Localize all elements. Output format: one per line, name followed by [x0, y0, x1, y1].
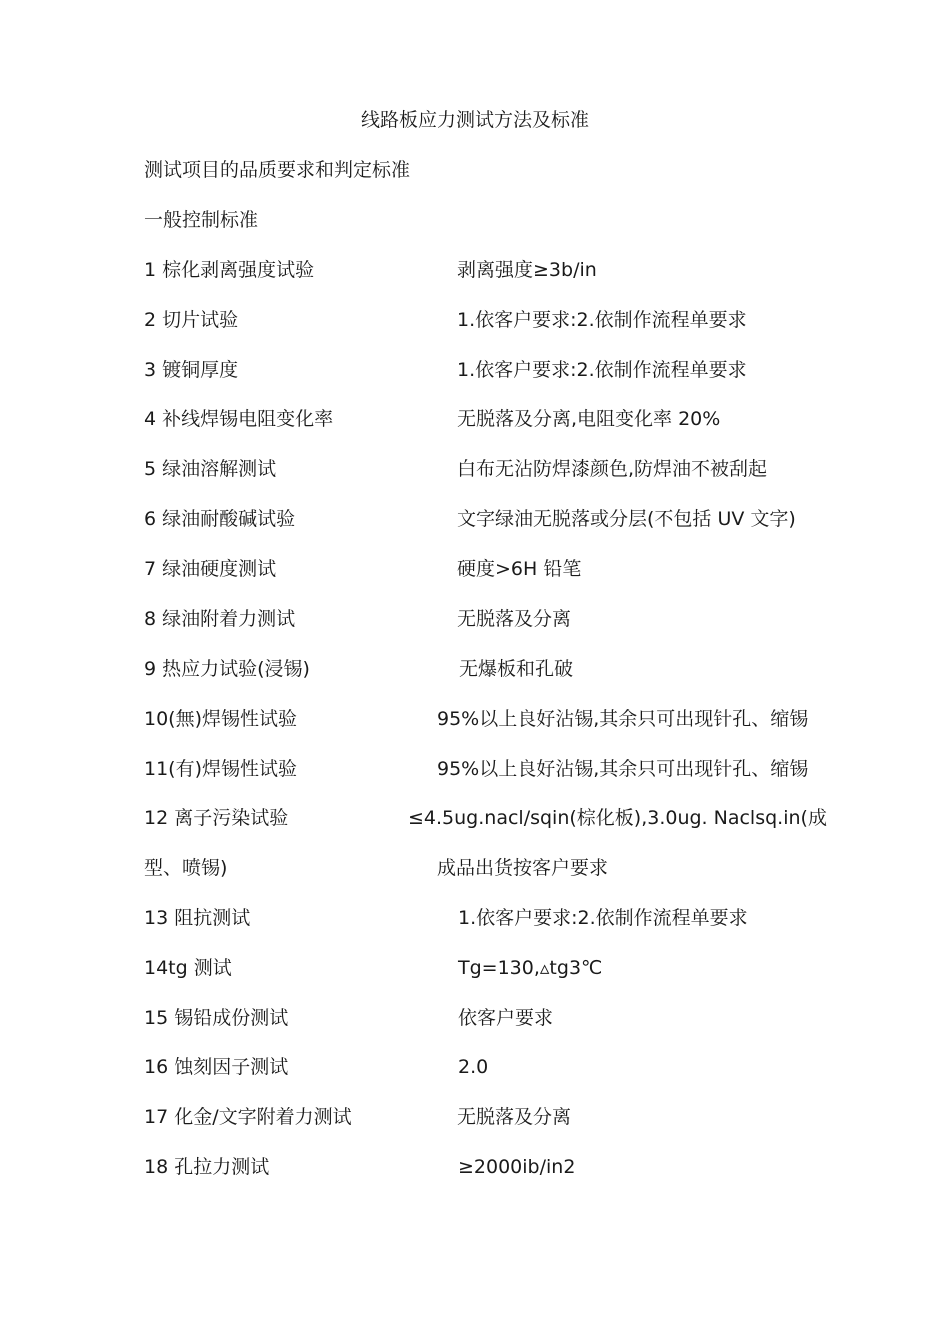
list-item: [0, 1105, 950, 1129]
item-label: 12 离子污染试验: [144, 807, 289, 829]
list-item: [0, 358, 950, 382]
list-item: [0, 1006, 950, 1030]
list-item: [0, 1155, 950, 1179]
list-item: [0, 906, 950, 930]
item-label: 11(有)焊锡性试验: [144, 758, 298, 780]
list-item: [0, 956, 950, 980]
item-value: 2.0: [458, 1056, 489, 1078]
item-value: 文字绿油无脱落或分层(不包括 UV 文字): [457, 508, 796, 530]
item-label: 5 绿油溶解测试: [144, 458, 277, 480]
item-label: 18 孔拉力测试: [144, 1156, 270, 1178]
item-label: 3 镀铜厚度: [144, 359, 239, 381]
item-value: 95%以上良好沾锡,其余只可出现针孔、缩锡: [437, 758, 809, 780]
item-label: 17 化金/文字附着力测试: [144, 1106, 352, 1128]
item-value: 1.依客户要求:2.依制作流程单要求: [458, 907, 748, 929]
list-item: [0, 507, 950, 531]
list-item: [0, 607, 950, 631]
item-value: ≥2000ib/in2: [458, 1156, 576, 1178]
item-value: 无脱落及分离,电阻变化率 20%: [457, 408, 721, 430]
item-label: 14tg 测试: [144, 957, 232, 979]
item-value: 无脱落及分离: [457, 1106, 572, 1128]
item-label: 8 绿油附着力测试: [144, 608, 296, 630]
section-heading: 一般控制标准: [144, 209, 259, 231]
item-label: 4 补线焊锡电阻变化率: [144, 408, 334, 430]
item-label: 10(無)焊锡性试验: [144, 708, 298, 730]
item-label: 9 热应力试验(浸锡): [144, 658, 310, 680]
subtitle: 测试项目的品质要求和判定标准: [144, 159, 411, 181]
item-value: 1.依客户要求:2.依制作流程单要求: [457, 359, 747, 381]
item-label: 7 绿油硬度测试: [144, 558, 277, 580]
item-value: ≤4.5ug.nacl/sqin(棕化板),3.0ug. Naclsq.in(成: [408, 807, 827, 829]
list-item: [0, 856, 950, 880]
list-item: [0, 757, 950, 781]
item-value: Tg=130,▵tg3℃: [458, 957, 603, 979]
item-value: 无脱落及分离: [457, 608, 572, 630]
item-label: 6 绿油耐酸碱试验: [144, 508, 296, 530]
item-value: 成品出货按客户要求: [437, 857, 609, 879]
item-label: 15 锡铅成份测试: [144, 1007, 289, 1029]
item-value: 1.依客户要求:2.依制作流程单要求: [457, 309, 747, 331]
item-label: 2 切片试验: [144, 309, 239, 331]
list-item: [0, 407, 950, 431]
page-title: 线路板应力测试方法及标准: [360, 109, 589, 131]
list-item: [0, 308, 950, 332]
item-value: 硬度>6H 铅笔: [457, 558, 582, 580]
list-item: [0, 1055, 950, 1079]
item-value: 依客户要求: [458, 1007, 554, 1029]
list-item: [0, 457, 950, 481]
item-value: 无爆板和孔破: [459, 658, 574, 680]
list-item: [0, 258, 950, 282]
item-label: 1 棕化剥离强度试验: [144, 259, 315, 281]
item-value: 白布无沾防焊漆颜色,防焊油不被刮起: [457, 458, 768, 480]
list-item: [0, 707, 950, 731]
list-item: [0, 806, 950, 830]
item-value: 95%以上良好沾锡,其余只可出现针孔、缩锡: [437, 708, 809, 730]
item-label: 16 蚀刻因子测试: [144, 1056, 289, 1078]
item-value: 剥离强度≥3b/in: [457, 259, 597, 281]
item-label: 13 阻抗测试: [144, 907, 251, 929]
item-label: 型、喷锡): [144, 857, 228, 879]
list-item: [0, 557, 950, 581]
list-item: [0, 657, 950, 681]
